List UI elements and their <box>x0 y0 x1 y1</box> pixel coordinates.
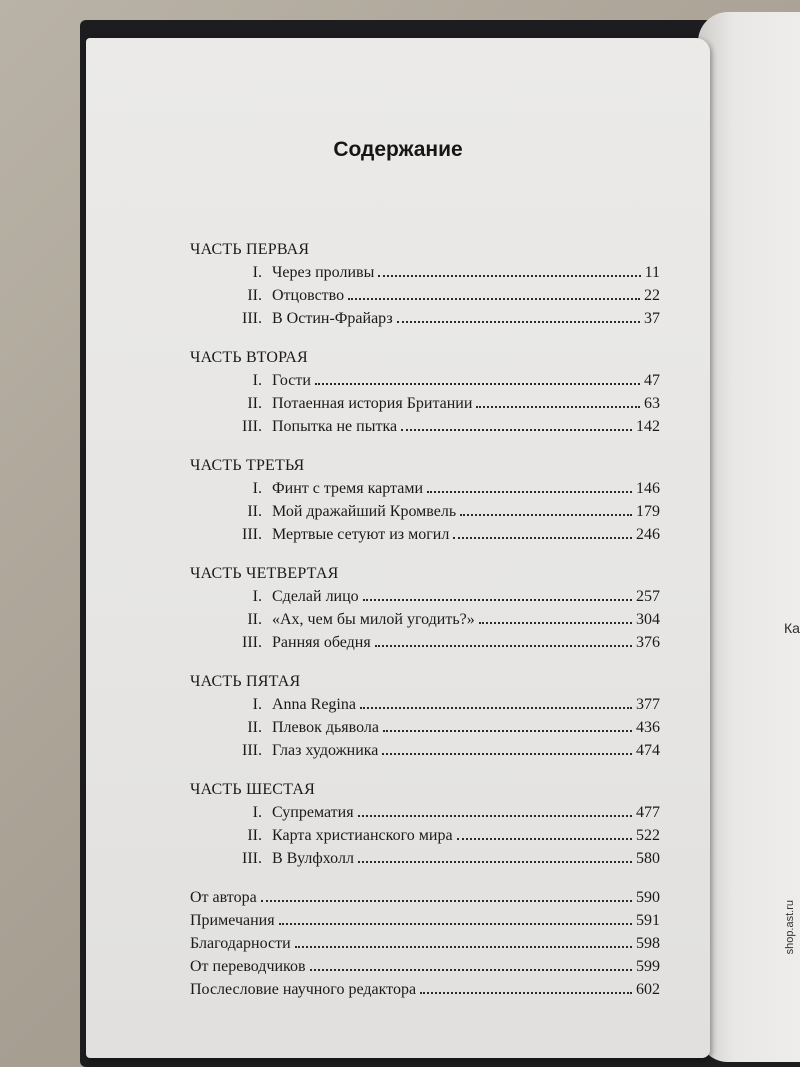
dot-leader <box>453 537 632 539</box>
page-number: 257 <box>636 588 660 605</box>
chapter-title: Плевок дьявола <box>272 719 379 736</box>
page-number: 598 <box>636 935 660 952</box>
contents-page <box>86 38 710 1058</box>
dot-leader <box>279 923 632 925</box>
toc-part <box>190 562 660 654</box>
page-number: 590 <box>636 889 660 906</box>
chapter-number: I. <box>252 696 262 713</box>
chapter-title: В Вулфхолл <box>272 850 354 867</box>
page-number: 477 <box>636 804 660 821</box>
dot-leader <box>382 753 632 755</box>
toc-entry <box>190 824 660 847</box>
entry-title: От переводчиков <box>190 958 306 975</box>
dot-leader <box>401 429 632 431</box>
page-number: 47 <box>644 372 660 389</box>
chapter-title: Карта христианского мира <box>272 827 453 844</box>
page-number: 146 <box>636 480 660 497</box>
toc-entry <box>190 847 660 870</box>
chapter-title: Глаз художника <box>272 742 379 759</box>
page-number: 246 <box>636 526 660 543</box>
chapter-number: II. <box>247 395 262 412</box>
page-number: 22 <box>644 287 660 304</box>
dot-leader <box>310 969 632 971</box>
toc-entry <box>190 693 660 716</box>
chapter-number: I. <box>252 264 262 281</box>
part-title: ЧАСТЬ ЧЕТВЕРТАЯ <box>190 565 339 582</box>
toc-entry <box>190 261 660 284</box>
chapter-title: Через проливы <box>272 264 375 281</box>
toc-entry <box>190 739 660 762</box>
toc-backmatter-entry <box>190 932 660 955</box>
chapter-title: Anna Regina <box>272 696 356 713</box>
page-number: 304 <box>636 611 660 628</box>
dot-leader <box>420 992 632 994</box>
chapter-number: II. <box>247 827 262 844</box>
toc-part <box>190 778 660 870</box>
chapter-number: I. <box>252 804 262 821</box>
page-number: 377 <box>636 696 660 713</box>
chapter-number: II. <box>247 503 262 520</box>
page-number: 376 <box>636 634 660 651</box>
page-number: 591 <box>636 912 660 929</box>
dot-leader <box>375 645 632 647</box>
table-of-contents <box>190 238 660 1001</box>
toc-entry <box>190 477 660 500</box>
dot-leader <box>383 730 632 732</box>
chapter-title: Супрематия <box>272 804 354 821</box>
chapter-title: В Остин-Фрайарз <box>272 310 393 327</box>
page-number: 142 <box>636 418 660 435</box>
chapter-number: III. <box>242 850 262 867</box>
toc-part <box>190 346 660 438</box>
dot-leader <box>397 321 640 323</box>
toc-part <box>190 238 660 330</box>
chapter-number: I. <box>252 372 262 389</box>
chapter-title: Отцовство <box>272 287 345 304</box>
part-title: ЧАСТЬ ШЕСТАЯ <box>190 781 315 798</box>
chapter-title: Попытка не пытка <box>272 418 398 435</box>
toc-entry <box>190 284 660 307</box>
dot-leader <box>295 946 632 948</box>
toc-entry <box>190 307 660 330</box>
toc-part <box>190 454 660 546</box>
toc-entry <box>190 392 660 415</box>
toc-backmatter-entry <box>190 886 660 909</box>
chapter-number: I. <box>252 480 262 497</box>
chapter-number: III. <box>242 634 262 651</box>
page-number: 474 <box>636 742 660 759</box>
dot-leader <box>476 406 640 408</box>
page-number: 522 <box>636 827 660 844</box>
dot-leader <box>378 275 640 277</box>
facing-page-url: shop.ast.ru <box>784 900 796 955</box>
chapter-title: Гости <box>272 372 311 389</box>
toc-backmatter <box>190 886 660 1001</box>
dot-leader <box>348 298 640 300</box>
part-title: ЧАСТЬ ВТОРАЯ <box>190 349 308 366</box>
chapter-title: Потаенная история Британии <box>272 395 473 412</box>
chapter-number: III. <box>242 526 262 543</box>
toc-backmatter-entry <box>190 978 660 1001</box>
page-number: 11 <box>644 264 660 281</box>
dot-leader <box>363 599 632 601</box>
toc-entry <box>190 369 660 392</box>
chapter-title: Финт с тремя картами <box>272 480 424 497</box>
part-title: ЧАСТЬ ПЕРВАЯ <box>190 241 310 258</box>
page-number: 602 <box>636 981 660 998</box>
dot-leader <box>315 383 640 385</box>
chapter-number: III. <box>242 418 262 435</box>
entry-title: Послесловие научного редактора <box>190 981 417 998</box>
toc-part <box>190 670 660 762</box>
chapter-title: «Ах, чем бы милой угодить?» <box>272 611 475 628</box>
page-number: 63 <box>644 395 660 412</box>
toc-entry <box>190 631 660 654</box>
dot-leader <box>360 707 632 709</box>
dot-leader <box>261 900 632 902</box>
toc-entry <box>190 523 660 546</box>
toc-entry <box>190 801 660 824</box>
chapter-number: II. <box>247 611 262 628</box>
toc-backmatter-entry <box>190 955 660 978</box>
chapter-title: Сделай лицо <box>272 588 359 605</box>
chapter-number: II. <box>247 287 262 304</box>
dot-leader <box>479 622 632 624</box>
dot-leader <box>358 815 632 817</box>
page-title: Содержание <box>333 138 463 161</box>
chapter-number: I. <box>252 588 262 605</box>
entry-title: От автора <box>190 889 257 906</box>
toc-entry <box>190 585 660 608</box>
chapter-number: II. <box>247 719 262 736</box>
part-title: ЧАСТЬ ПЯТАЯ <box>190 673 301 690</box>
chapter-title: Мертвые сетуют из могил <box>272 526 450 543</box>
part-title: ЧАСТЬ ТРЕТЬЯ <box>190 457 305 474</box>
chapter-title: Мой дражайший Кромвель <box>272 503 457 520</box>
page-number: 599 <box>636 958 660 975</box>
chapter-number: III. <box>242 310 262 327</box>
dot-leader <box>457 838 632 840</box>
chapter-title: Ранняя обедня <box>272 634 371 651</box>
page-number: 580 <box>636 850 660 867</box>
toc-entry <box>190 608 660 631</box>
toc-backmatter-entry <box>190 909 660 932</box>
toc-entry <box>190 500 660 523</box>
chapter-number: III. <box>242 742 262 759</box>
facing-page-text-fragment: Ка <box>784 620 800 636</box>
entry-title: Примечания <box>190 912 275 929</box>
dot-leader <box>427 491 632 493</box>
page-number: 37 <box>644 310 660 327</box>
entry-title: Благодарности <box>190 935 291 952</box>
toc-parts <box>190 238 660 870</box>
toc-entry <box>190 415 660 438</box>
dot-leader <box>460 514 632 516</box>
page-number: 179 <box>636 503 660 520</box>
toc-entry <box>190 716 660 739</box>
dot-leader <box>358 861 632 863</box>
page-number: 436 <box>636 719 660 736</box>
